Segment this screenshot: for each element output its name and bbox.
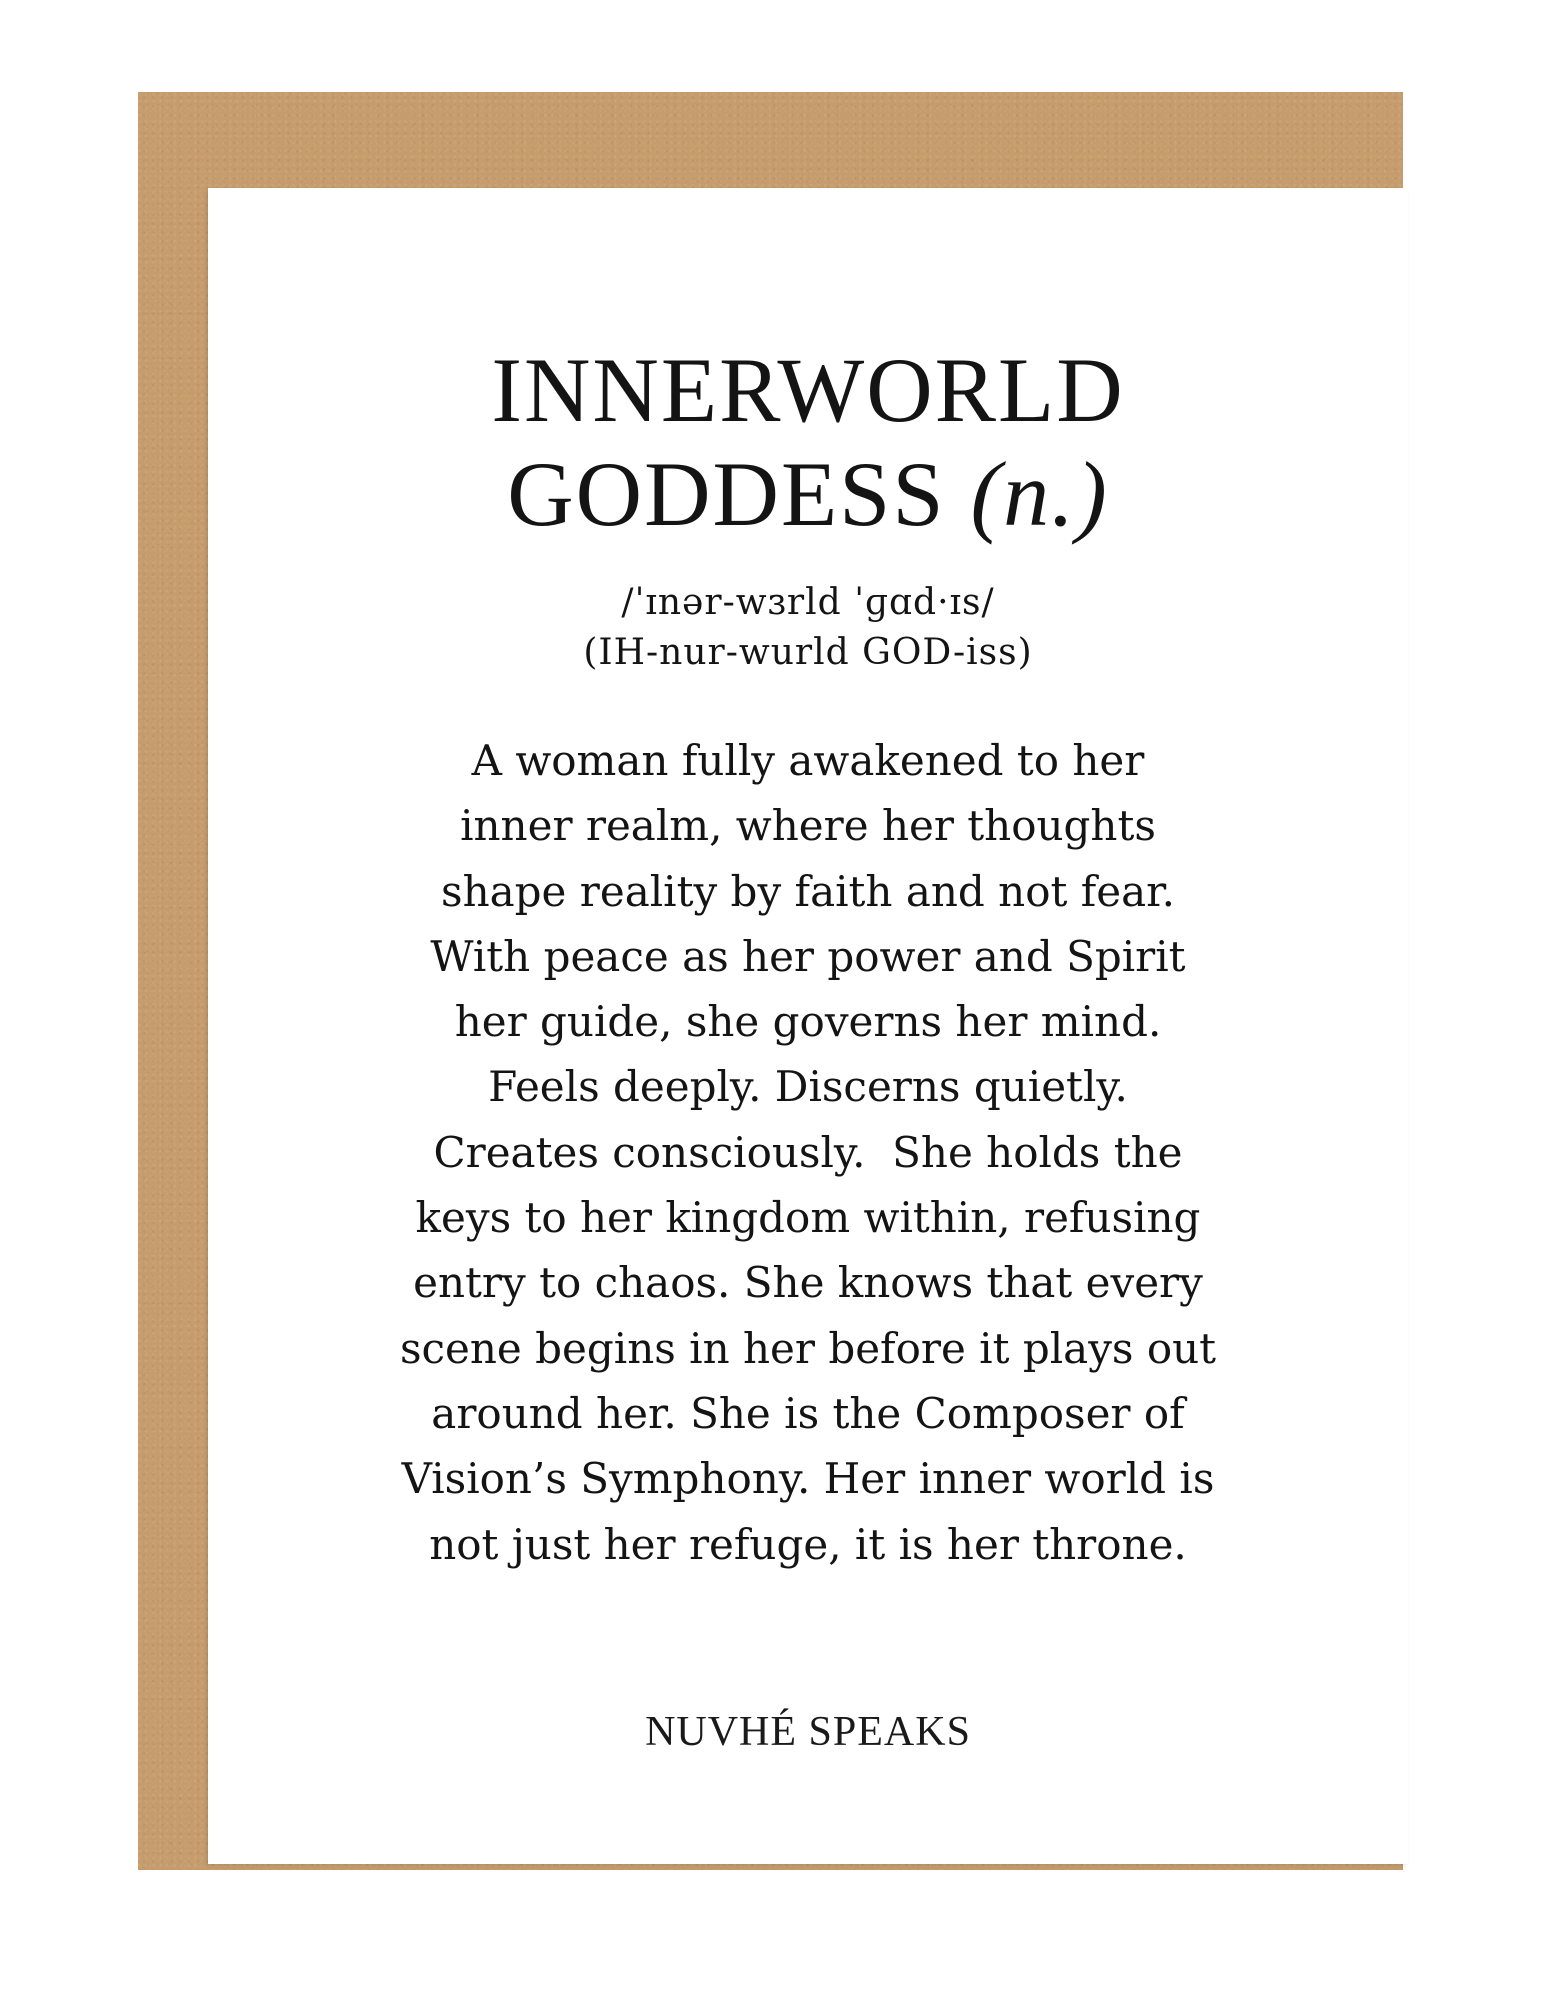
definition-line: entry to chaos. She knows that every — [413, 1258, 1203, 1308]
definition-text — [288, 728, 1328, 1577]
definition-line: inner realm, where her thoughts — [460, 801, 1156, 851]
title-line-1: INNERWORLD — [491, 339, 1125, 441]
brand-signature: NUVHÉ SPEAKS — [645, 1709, 971, 1755]
title-word: GODDESS — [507, 443, 946, 545]
phonetic-pronunciation: (IH-nur-wurld GOD-iss) — [583, 632, 1033, 673]
title-line-2 — [208, 442, 1408, 546]
definition-line: scene begins in her before it plays out — [399, 1323, 1217, 1373]
definition-line: shape reality by faith and not fear. — [441, 866, 1175, 916]
part-of-speech: (n.) — [970, 443, 1109, 545]
definition-line: her guide, she governs her mind. — [454, 997, 1162, 1047]
definition-line: Vision’s Symphony. Her inner world is — [401, 1454, 1215, 1504]
definition-line: A woman fully awakened to her — [471, 736, 1145, 785]
definition-line: not just her refuge, it is her throne. — [429, 1519, 1187, 1569]
ipa-pronunciation: /ˈɪnər-wɜrld ˈɡɑd·ɪs/ — [621, 582, 995, 623]
definition-line: With peace as her power and Spirit — [430, 931, 1186, 981]
definition-line: keys to her kingdom within, refusing — [415, 1193, 1201, 1243]
pronunciation — [208, 578, 1408, 678]
definition-card — [208, 188, 1408, 1864]
definition-line: around her. She is the Composer of — [431, 1388, 1185, 1438]
definition-line: Feels deeply. Discerns quietly. — [488, 1062, 1128, 1112]
definition-line: Creates consciously. She holds the — [433, 1127, 1183, 1177]
card-title — [208, 338, 1408, 546]
